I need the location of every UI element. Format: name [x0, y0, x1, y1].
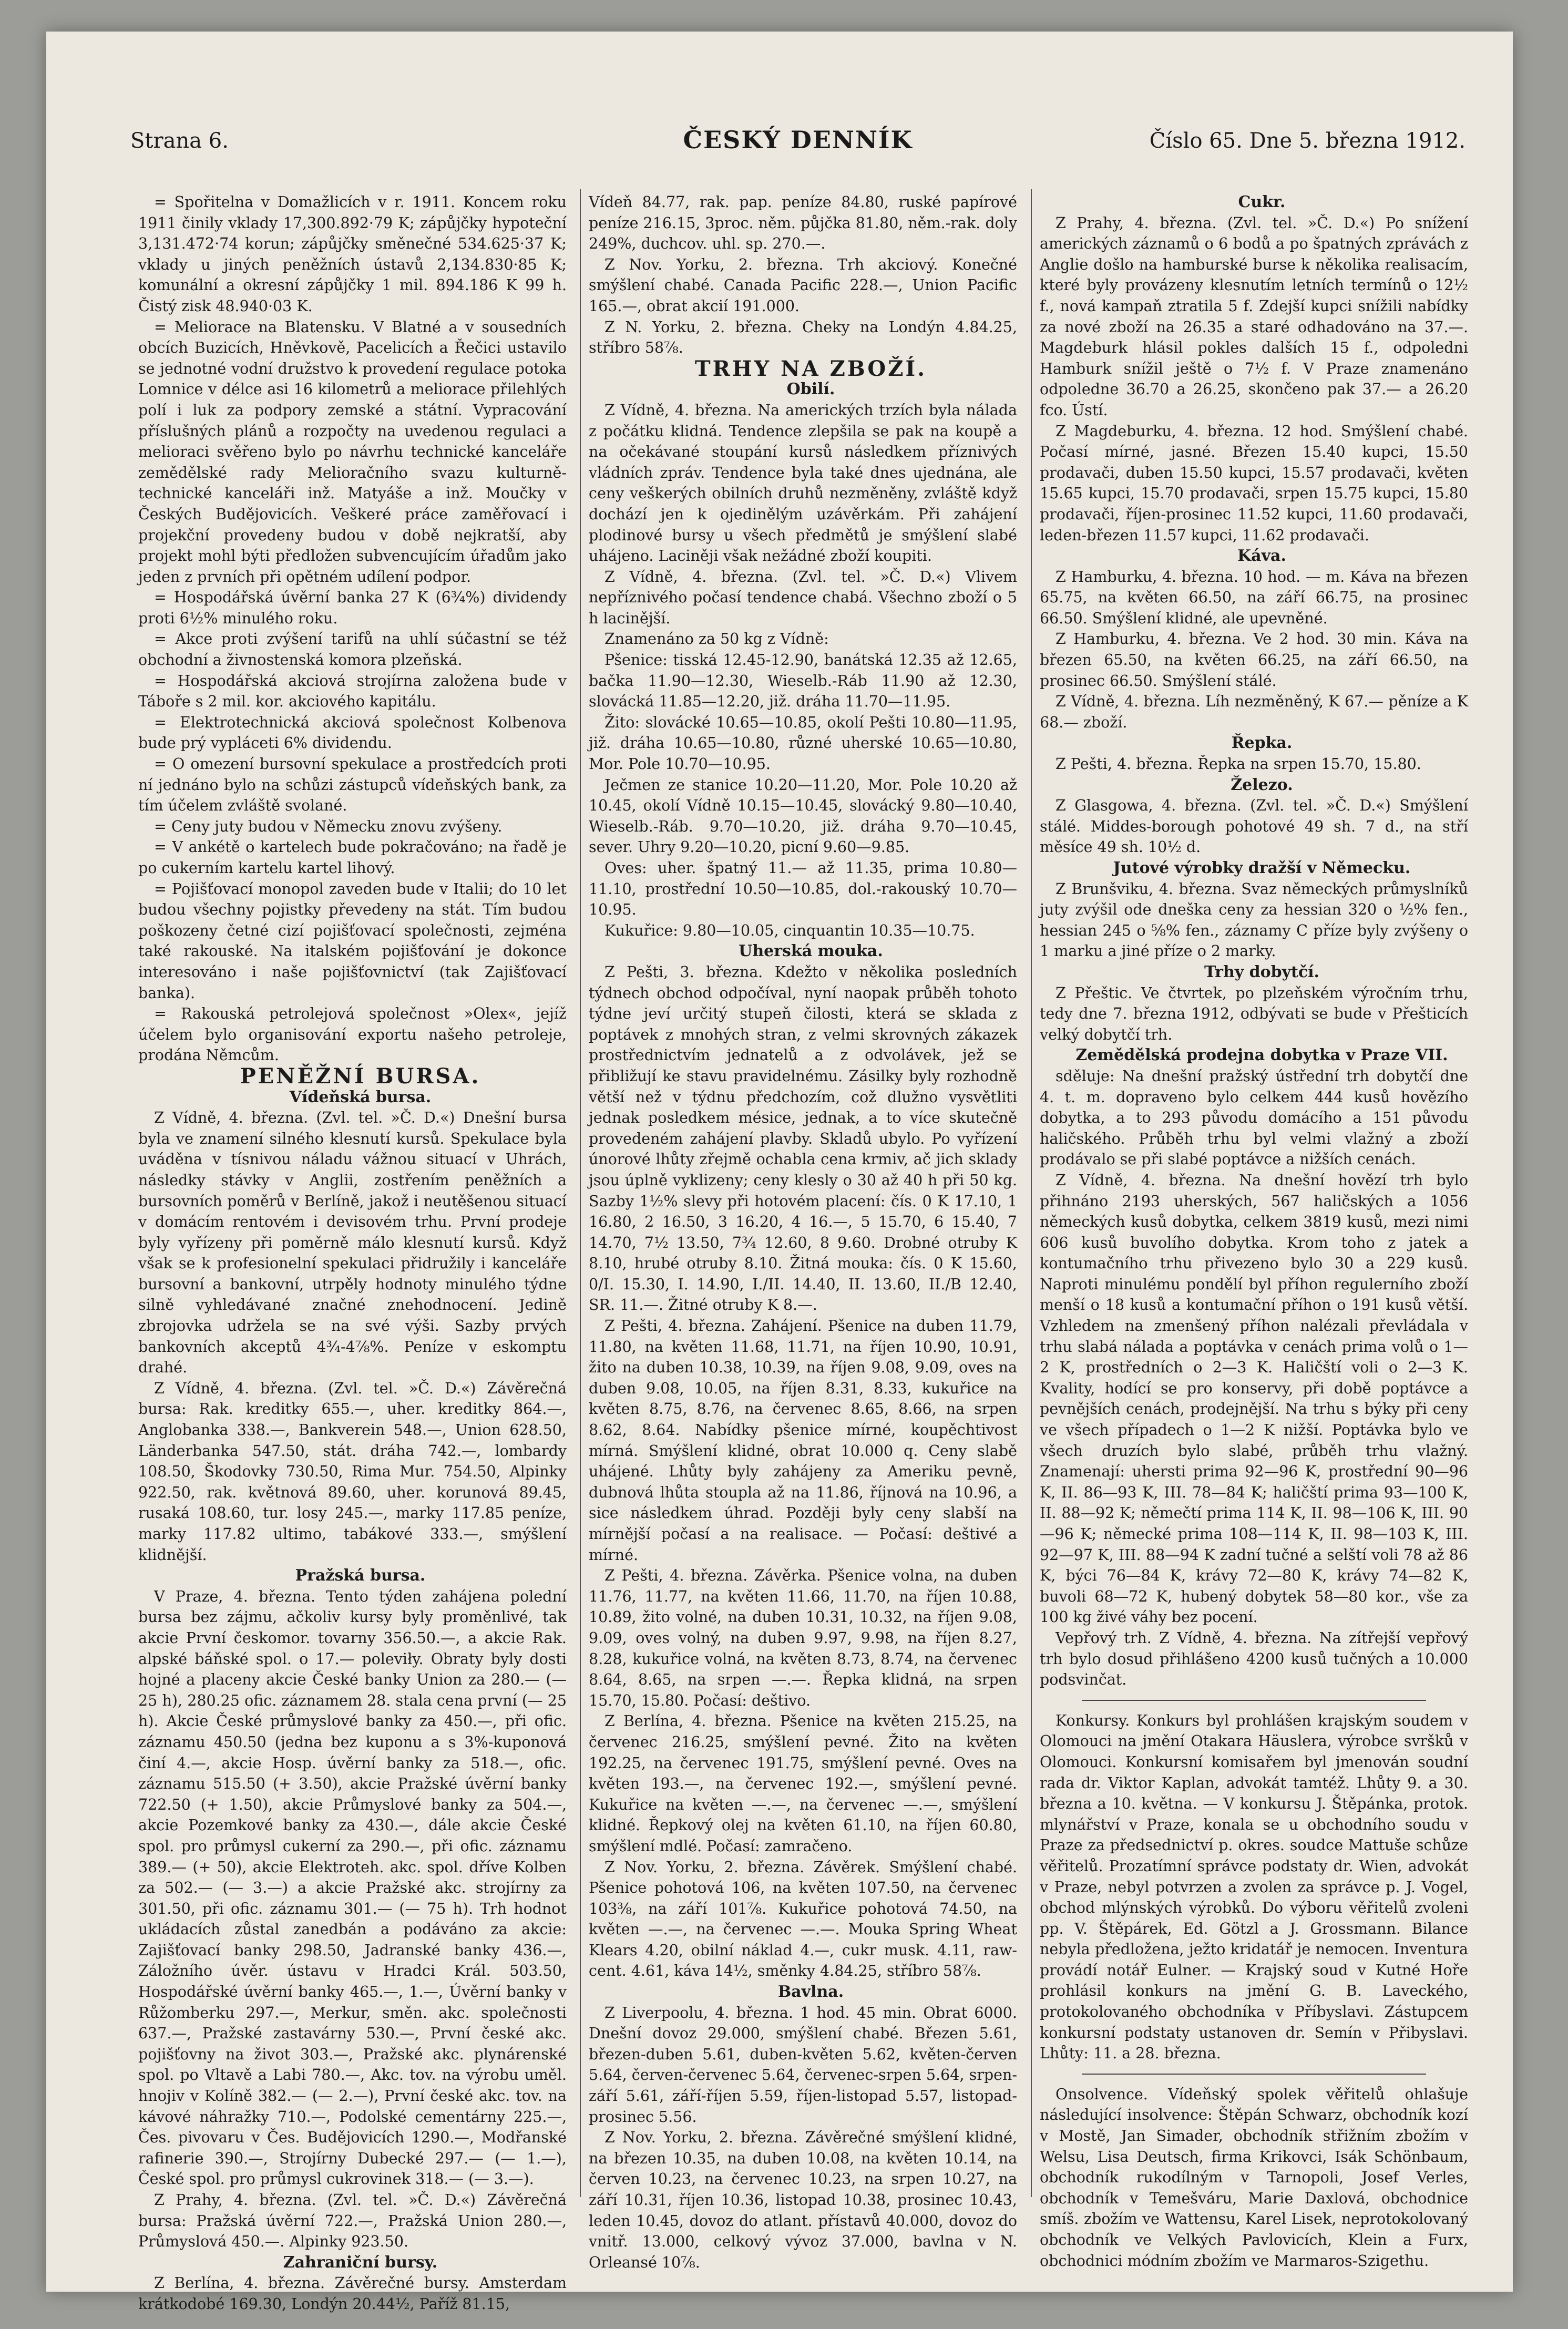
article-paragraph: Z Hamburku, 4. března. Ve 2 hod. 30 min. Káva na březen 65.50, na květen 66.25, na září 66.50, na prosinec 66.50. Smýšlení stálé. [1040, 630, 1468, 690]
article-paragraph: Z Vídně, 4. března. Na amerických trzích byla nálada z počátku klidná. Tendence zlepšila se pak na koupě a na očekávané stoupání kursů následkem příznivých vládních zpráv. Tendence byla také dnes ujednána, ale ceny veškerých obilních druhů nezměněny, zvláště když dochází jen k ojedinělým uzávěrkám. Při zahájení plodinové bursy u všech předmětů je smýšlení slabé uhájeno. Laciněji však nežádné zboží koupiti. [589, 401, 1017, 565]
article-paragraph: Z Prahy, 4. března. (Zvl. tel. »Č. D.«) Po snížení amerických záznamů o 6 bodů a po špatných zprávách z Anglie došlo na hamburské burse k několika realisacím, které byly provázeny klesnutím letních termínů o 12½ f., nová kampaň ztratila 5 f. Zdejší kupci snížili nabídky za nové zboží na 26.35 a staré odhadováno na 37.—. Magdeburk hlásil pokles dalších 15 f., odpoledni Hamburk snížil ještě o 7½ f. V Praze znamenáno odpoledne 36.70 a 26.25, skončeno pak 37.— a 26.20 fco. Ústí. [1040, 214, 1468, 419]
article-paragraph: Z Nov. Yorku, 2. března. Závěrek. Smýšlení chabé. Pšenice pohotová 106, na květen 107.50, na červenec 103⅜, na září 101⅞. Kukuřice pohotová 74.50, na květen —.—, na červenec —.—. Mouka Spring Wheat Klears 4.20, obilní náklad 4.—, cukr musk. 4.11, raw-cent. 4.61, káva 14½, směnky 4.84.25, stříbro 58⅞. [589, 1858, 1017, 1980]
article-paragraph: V Praze, 4. března. Tento týden zahájena polední bursa bez zájmu, ačkoliv kursy byly proměnlivé, tak akcie První českomor. tovarny 356.50.—, a akcie Rak. alpské báňské spol. o 17.— poleviły. Obraty byly dosti hojné a placeny akcie České banky Union za 280.— (— 25 h), 280.25 ofic. záznamem 28. stala cena první (— 25 h). Akcie České průmyslové banky za 450.—, při ofic. záznamu 450.50 (jedna bez kuponu a s 3%-kuponová činí 4.—, akcie Hosp. úvěrní banky za 518.—, ofic. záznamu 515.50 (+ 3.50), akcie Pražské úvěrní banky 722.50 (+ 1.50), akcie Průmyslové banky za 504.—, akcie Pozemkové banky za 430.—, dále akcie České spol. pro průmysl cukerní za 290.—, při ofic. záznamu 389.— (+ 50), akcie Elektroteh. akc. spol. dříve Kolben za 502.— (— 3.—) a akcie Pražské akc. strojírny za 301.50, při ofic. záznamu 301.— (— 75 h). Trh hodnot ukládacích zůstal zanedbán a podáváno za akcie: Zajišťovací banky 298.50, Jadranské banky 436.—, Záložního úvěr. ústavu v Hradci Král. 503.50, Hospodářské úvěrní banky 465.—, 1.—, Úvěrní banky v Růžomberku 297.—, Merkur, směn. akc. společnosti 637.—, Pražské zastavárny 530.—, První české akc. pojišťovny na život 303.—, Pražské akc. plynárenské spol. po Vltavě a Labi 780.—, Akc. tov. na výrobu uměl. hnojiv v Kolíně 382.— (— 2.—), První české akc. tov. na kávové náhražky 710.—, Podolské cementárny 225.—, Čes. pivovaru v Čes. Budějovicích 1290.—, Modřanské rafinerie 390.—, Strojírny Dubecké 297.— (— 1.—), České spol. pro průmysl cukrovinek 318.— (— 3.—). [138, 1587, 567, 2188]
article-paragraph: = Rakouská petrolejová společnost »Olex«, jejíž účelem bylo organisování exportu našeho petroleje, prodána Němcům. [138, 1005, 567, 1064]
subsection-heading: Vídeňská bursa. [289, 1087, 432, 1106]
subsection-heading: Pražská bursa. [295, 1566, 426, 1585]
subsection-heading: Zahraniční bursy. [283, 2253, 438, 2272]
masthead-title: ČESKÝ DENNÍK [683, 126, 913, 154]
column-rule [580, 189, 581, 2197]
article-paragraph: Z Nov. Yorku, 2. března. Závěrečné smýšlení klidné, na březen 10.35, na duben 10.08, na květen 10.14, na červen 10.23, na červenec 10.23, na srpen 10.27, na září 10.31, říjen 10.36, listopad 10.38, prosinec 10.43, leden 10.45, dovoz do atlant. přístavů 40.000, dovoz do vnitř. 13.000, celkový vývoz 37.000, bavlna v N. Orleansé 10⅞. [589, 2129, 1017, 2271]
article-paragraph: Z Vídně, 4. března. (Zvl. tel. »Č. D.«) Vlivem nepříznivého počasí tendence chabá. Všechno zboží o 5 h lacinější. [589, 568, 1017, 627]
article-paragraph: Z Brunšviku, 4. března. Svaz německých průmyslníků juty zvýšil ode dneška ceny za hessian 320 o ½% fen., hessian 245 o ⅝% fen., záznamy C příze byly zvýšeny o 1 marku a jiné příze o 2 marky. [1040, 880, 1468, 960]
subsection-heading: Zemědělská prodejna dobytka v Praze VII. [1075, 1046, 1448, 1065]
article-paragraph: Onsolvence. Vídeňský spolek věřitelů ohlašuje následující insolvence: Štěpán Schwarz, obchodník kozí v Mostě, Jan Simader, obchodník střižním zbožím v Welsu, Lisa Deutsch, firma Krikovci, Isák Schönbaum, obchodník rukodílným v Tarnopoli, Josef Verles, obchodník v Temešváru, Marie Daxlová, obchodnice smíš. zbožím ve Wattensu, Karel Lisek, neprotokolovaný obchodník ve Velkých Pavlovicích, Klein a Furx, obchodnici módním zbožím ve Marmaros-Szigethu. [1040, 2085, 1468, 2270]
subsection-heading: Železo. [1231, 775, 1293, 794]
article-paragraph: Vepřový trh. Z Vídně, 4. března. Na zítřejší vepřový trh bylo dosud přihlášeno 4200 kusů tučných a 10.000 podsvinčat. [1040, 1629, 1468, 1689]
article-paragraph: Vídeň 84.77, rak. pap. peníze 84.80, ruské papírové peníze 216.15, 3proc. něm. půjčka 81.80, něm.-rak. doly 249%, duchcov. uhl. sp. 270.—. [589, 193, 1017, 253]
article-paragraph: Z Hamburku, 4. března. 10 hod. — m. Káva na březen 65.75, na květen 66.50, na září 66.75, na prosinec 66.50. Smýšlení klidné, ale upevněné. [1040, 568, 1468, 627]
article-paragraph: Z Berlína, 4. března. Pšenice na květen 215.25, na červenec 216.25, smýšlení pevné. Žito na květen 192.25, na červenec 191.75, smýšlení pevné. Oves na květen 193.—, na červenec 192.—, smýšlení pevné. Kukuřice na květen —.—, na červenec —.—, smýšlení klidné. Řepkový olej na květen 61.10, na říjen 60.80, smýšlení mdlé. Počasí: zamračeno. [589, 1712, 1017, 1855]
article-paragraph: Z Přeštic. Ve čtvrtek, po plzeňském výročním trhu, tedy dne 7. března 1912, odbývati se bude v Přešticích velký dobytčí trh. [1040, 984, 1468, 1043]
column-rule [1031, 189, 1032, 2197]
article-paragraph: Z Vídně, 4. března. (Zvl. tel. »Č. D.«) Závěrečná bursa: Rak. kreditky 655.—, uher. kreditky 864.—, Anglobanka 338.—, Bankverein 548.—, Union 628.50, Länderbanka 547.50, stát. dráha 742.—, lombardy 108.50, Škodovky 730.50, Rima Mur. 754.50, Alpinky 922.50, rak. květnová 89.60, uher. korunová 89.45, rusaká 108.60, tur. losy 245.—, marky 117.85 peníze, marky 117.82 ultimo, tabákové 333.—, smýšlení klidnější. [138, 1379, 567, 1564]
article-paragraph: = V ankétě o kartelech bude pokračováno; na řadě je po cukerním kartelu kartel lihový. [138, 838, 567, 877]
subsection-heading: Káva. [1237, 547, 1286, 566]
section-heading: PENĚŽNÍ BURSA. [240, 1063, 481, 1089]
page-header [130, 126, 1465, 171]
subsection-heading: Uherská mouka. [739, 942, 883, 961]
article-paragraph: Žito: slovácké 10.65—10.85, okolí Pešti 10.80—11.95, již. dráha 10.65—10.80, různé uherské 10.65—10.80, Mor. Pole 10.70—10.95. [589, 713, 1017, 773]
article-paragraph: Z Pešti, 3. března. Kdežto v několika posledních týdnech obchod odpočíval, nyní naopak průběh tohoto týdne jeví určitý stupeň čilosti, která se sklada z poptávek z mnohých stran, z velmi skrovných zákazek prostřednictvím jednatelů a z odvolávek, jež se přibližují ke stavu pravidelnému. Zásilky byly rozhodně větší než v týdnu předchozím, což dlužno vysvětliti jednak posledkem mésice, jednak, a to více skutečně provedeném zahájení plavby. Skladů ubylo. Po vyřízení únorové lhůty zřejmě ochabla cena krmiv, ač jich sklady jsou úplně vyklizeny; ceny klesly o 30 až 40 h při 50 kg. Sazby 1½% slevy při hotovém placení: čís. 0 K 17.10, 1 16.80, 2 16.50, 3 16.20, 4 16.—, 5 15.70, 6 15.40, 7 14.70, 7½ 13.50, 7¾ 12.60, 8 9.60. Drobné otruby K 8.10, hrubé otruby 8.10. Žitná mouka: čís. 0 K 15.60, 0/I. 15.30, I. 14.90, I./II. 14.40, II. 13.60, II./B 12.40, SR. 11.—. Žitné otruby K 8.—. [589, 963, 1017, 1314]
article-paragraph: Z Prahy, 4. března. (Zvl. tel. »Č. D.«) Závěrečná bursa: Pražská úvěrní 722.—, Pražská Union 280.—, Průmyslová 450.—. Alpinky 923.50. [138, 2191, 567, 2251]
column-2 [589, 192, 1017, 2273]
subsection-heading: Bavlna. [777, 1983, 844, 2002]
subsection-heading: Trhy dobytčí. [1204, 962, 1319, 981]
article-paragraph: = Elektrotechnická akciová společnost Kolbenova bude prý vypláceti 6% dividendu. [138, 713, 567, 752]
article-paragraph: Z Nov. Yorku, 2. března. Trh akciový. Konečné smýšlení chabé. Canada Pacific 228.—, Union Pacific 165.—, obrat akcií 191.000. [589, 255, 1017, 315]
divider [1082, 2074, 1426, 2075]
article-paragraph: = Ceny juty budou v Německu znovu zvýšeny. [154, 817, 503, 835]
subsection-heading: Jutové výrobky dražší v Německu. [1113, 859, 1411, 877]
article-paragraph: = Hospodářská úvěrní banka 27 K (6¾%) dividendy proti 6½% minulého roku. [138, 589, 567, 627]
subsection-heading: Řepka. [1231, 734, 1293, 753]
article-paragraph: = Hospodářská akciová strojírna založena bude v Táboře s 2 mil. kor. akciového kapitálu. [138, 672, 567, 711]
article-paragraph: Ječmen ze stanice 10.20—11.20, Mor. Pole 10.20 až 10.45, okolí Vídně 10.15—10.45, slovácký 9.80—10.40, Wieselb.-Ráb. 9.70—10.20, již. dráha 9.70—10.45, sever. Uhry 9.20—10.20, picní 9.60—9.85. [589, 776, 1017, 856]
article-paragraph: Z Pešti, 4. března. Řepka na srpen 15.70, 15.80. [1055, 755, 1421, 773]
article-paragraph: Z Glasgowa, 4. března. (Zvl. tel. »Č. D.«) Smýšlení stálé. Middes-borough pohotové 49 sh. 7 d., na stří měsíce 49 sh. 10½ d. [1040, 797, 1468, 856]
article-paragraph: Z Berlína, 4. března. Závěrečné bursy. Amsterdam krátkodobé 169.30, Londýn 20.44½, Paříž 81.15, [138, 2274, 567, 2313]
issue-line: Číslo 65. Dne 5. března 1912. [1149, 129, 1465, 153]
column-1 [138, 192, 567, 2315]
article-paragraph: Pšenice: tisská 12.45-12.90, banátská 12.35 až 12.65, bačka 11.90—12.30, Wieselb.-Ráb 11.90 až 12.30, slovácká 11.85—12.20, již. dráha 11.70—11.95. [589, 651, 1017, 711]
article-paragraph: Z Vídně, 4. března. (Zvl. tel. »Č. D.«) Dnešní bursa byla ve znamení silného klesnutí kursů. Spekulace byla uváděna v tísnivou náladu vážnou situací v Uhrách, následky stávky v Anglii, zostřením peněžních a bursovních poměrů v Berlíně, jakož i neutěšenou situací v domácím rentovém i devisovém trhu. První prodeje byly vyřízeny při poměrně málo klesnutí kursů. Když však se k profesionelní spekulaci přidružily i kanceláře bursovní a bankovní, utrpěly hodnoty minulého týdne silně vyhledávané značné znehodnocení. Jedině zbrojovka udržela se na své výši. Sazby prvých bankovních akceptů 4¾-4⅞%. Peníze v eskomptu drahé. [138, 1109, 567, 1377]
article-paragraph: Z Vídně, 4. března. Líh nezměněný, K 67.— pěníze a K 68.— zboží. [1040, 693, 1468, 731]
article-paragraph: Z Magdeburku, 4. března. 12 hod. Smýšlení chabé. Počasí mírné, jasné. Březen 15.40 kupci, 15.50 prodavači, duben 15.50 kupci, 15.57 prodavači, květen 15.65 kupci, 15.70 prodavači, srpen 15.75 kupci, 15.80 prodavači, říjen-prosinec 11.52 kupci, 11.60 prodavači, leden-březen 11.57 kupci, 11.62 prodavači. [1040, 422, 1468, 544]
article-paragraph: Z Pešti, 4. března. Závěrka. Pšenice volna, na duben 11.76, 11.77, na květen 11.66, 11.70, na říjen 10.88, 10.89, žito volné, na duben 10.31, 10.32, na říjen 9.08, 9.09, oves volný, na duben 9.97, 9.98, na říjen 8.27, 8.28, kukuřice volná, na květen 8.73, 8.74, na červenec 8.64, 8.65, na srpen —.—. Řepka klidná, na srpen 15.70, 15.80. Počasí: deštivo. [589, 1567, 1017, 1709]
page-number: Strana 6. [130, 129, 229, 153]
article-paragraph: Z N. Yorku, 2. března. Cheky na Londýn 4.84.25, stříbro 58⅞. [589, 318, 1017, 357]
article-paragraph: Konkursy. Konkurs byl prohlášen krajským soudem v Olomouci na jmění Otakara Häuslera, výrobce svršků v Olomouci. Konkursní komisařem byl jmenován soudní rada dr. Viktor Kaplan, advokát tamtéž. Lhůty 9. a 30. března a 10. května. — V konkursu J. Štěpánka, protok. mlynářství v Praze, konala se u obchodního soudu v Praze za předsednictví p. okres. soudce Mattuše schůze věřitelů. Prozatímní správce podstaty dr. Wien, advokát v Praze, nebyl potvrzen a zvolen za správce p. J. Vogel, obchod mlýnských výrobků. Do výboru věřitelů zvoleni pp. V. Štěpárek, Ed. Götzl a J. Grossmann. Bilance nebyla předložena, ježto kridatář je nemocen. Inventura provádí notář Eulner. — Krajský soud v Kutné Hoře prohlásil konkurs na jmění G. B. Laveckého, protokolovaného obchodníka v Příbyslavi. Zástupcem konkursní podstaty ustanoven dr. Semín v Přibyslavi. Lhůty: 11. a 28. března. [1040, 1711, 1468, 2063]
newspaper-page [46, 32, 1513, 2313]
article-paragraph: = Pojišťovací monopol zaveden bude v Italii; do 10 let budou všechny pojistky převedeny na stát. Tím budou poškozeny četné cizí pojišťovací společnosti, zejména také rakouské. Na italském pojišťování je dokonce interesováno i naše pojišťovnictví (tak Zajišťovací banka). [138, 880, 567, 1002]
divider [1082, 1700, 1426, 1701]
article-paragraph: Oves: uher. špatný 11.— až 11.35, prima 10.80—11.10, prostřední 10.50—10.85, dol.-rakouský 10.70—10.95. [589, 859, 1017, 919]
article-paragraph: Znamenáno za 50 kg z Vídně: [604, 630, 829, 648]
article-paragraph: = O omezení bursovní spekulace a prostředcích proti ní jednáno bylo na schůzi zástupců vídeňských bank, za tím účelem zvláště svolané. [138, 755, 567, 815]
column-3 [1040, 192, 1468, 2271]
article-paragraph: = Spořitelna v Domažlicích v r. 1911. Koncem roku 1911 činily vklady 17,300.892·79 K; zápůjčky hypoteční 3,131.472·74 korun; zápůjčky směnečné 534.625·37 K; vklady u jiných peněžních ústavů 2,134.830·85 K; komunální a okresní zápůjčky 1 mil. 894.186 K 99 h. Čistý zisk 48.940·03 K. [138, 193, 567, 315]
article-paragraph: Z Pešti, 4. března. Zahájení. Pšenice na duben 11.79, 11.80, na květen 11.68, 11.71, na říjen 10.90, 10.91, žito na duben 10.38, 10.39, na říjen 9.08, 9.09, oves na duben 9.08, 10.05, na říjen 8.31, 8.33, kukuřice na květen 8.75, 8.76, na červenec 8.65, 8.66, na srpen 8.62, 8.64. Nabídky pšenice mírné, koupěchtivost mírná. Smýšlení klidné, obrat 10.000 q. Ceny slabě uhájené. Lhůty byly zahájeny za Ameriku pevně, dubnová lhůta stoupla až na 11.86, říjnová na 10.96, a sice následkem úhrad. Později byly ceny slabší na mírnější počasí a na realisace. — Počasí: deštivé a mírné. [589, 1317, 1017, 1564]
article-paragraph: = Akce proti zvýšení tarifů na uhlí súčastní se též obchodní a živnostenská komora plzeňská. [138, 630, 567, 669]
article-paragraph: Z Vídně, 4. března. Na dnešní hovězí trh bylo přihnáno 2193 uherských, 567 haličských a 1056 německých kusů dobytka, celkem 3819 kusů, mezi nimi 606 kusů buvolího dobytka. Krom toho z jatek a kontumačního trhu přivezeno bylo 30 a 229 kusů. Naproti minulému pondělí byl příhon regulerního zboží menší o 18 kusů a kontumační příhon o 191 kusů větší. Vzhledem na zmenšený příhon nalézali převládala v trhu slabá nálada a poptávka v cenách prima volů o 1—2 K, prostředních o 2—3 K. Haličští voli o 2—3 K. Kvality, hodící se pro konservy, při době poptávce a pevnějších cenách, prodejnější. Na trhu s býky při ceny ve všech případech o 1—2 K nižší. Poptávka bylo ve všech druzích bylo slabé, průběh trhu vlažný. Znamenají: uhersti prima 92—96 K, prostřední 90—96 K, II. 86—93 K, III. 78—84 K; haličští prima 93—100 K, II. 88—92 K; němečtí prima 114 K, II. 98—106 K, III. 90—96 K; německé prima 108—114 K, II. 98—103 K, III. 92—97 K, III. 88—94 K zadní tučné a selští voli 78 až 86 K, býci 76—84 K, krávy 72—80 K, krávy 74—82 K, buvoli 68—72 K, hubený dobytek 58—80 kor., vše za 100 kg živé váhy bez pocení. [1040, 1171, 1468, 1626]
article-paragraph: Kukuřice: 9.80—10.05, cinquantin 10.35—10.75. [604, 921, 975, 939]
article-paragraph: Z Liverpoolu, 4. března. 1 hod. 45 min. Obrat 6000. Dnešní dovoz 29.000, smýšlení chabé. Březen 5.61, březen-duben 5.61, duben-květen 5.62, květen-červen 5.64, červen-červenec 5.64, červenec-srpen 5.64, srpen-září 5.61, září-říjen 5.59, říjen-listopad 5.57, listopad-prosinec 5.56. [589, 2004, 1017, 2126]
article-paragraph: = Meliorace na Blatensku. V Blatné a v sousedních obcích Buzicích, Hněvkově, Pacelicích a Řečici ustavilo se jednotné vodní družstvo k provedení regulace potoka Lomnice v délce asi 16 kilometrů a meliorace přilehlých polí i luk za podpory zemské a státní. Vypracování příslušných plánů a rozpočty na uvedenou regulaci a melioraci svěřeno bylo po návrhu technické kanceláře zemědělské rady Melioračního svazu kulturně-technické kanceláři inž. Matyáše a inž. Moučky v Českých Budějovicích. Veškeré práce zaměřovací i projekční provedeny budou v době nejkratší, aby projekt mohl býti předložen subvencujícím úřadům jako jeden z prvních při opětném udílení podpor. [138, 318, 567, 586]
section-heading: TRHY NA ZBOŽÍ. [694, 356, 927, 381]
subsection-heading: Cukr. [1238, 193, 1286, 211]
subsection-heading: Obilí. [786, 380, 835, 399]
article-paragraph: sděluje: Na dnešní pražský ústřední trh dobytčí dne 4. t. m. dopraveno bylo celkem 444 kusů hovězího dobytka, a to 293 původu domácího a 151 původu haličského. Průběh trhu byl velmi vlažný a zboží prodávalo se při slabé poptávce a nižších cenách. [1040, 1067, 1468, 1168]
